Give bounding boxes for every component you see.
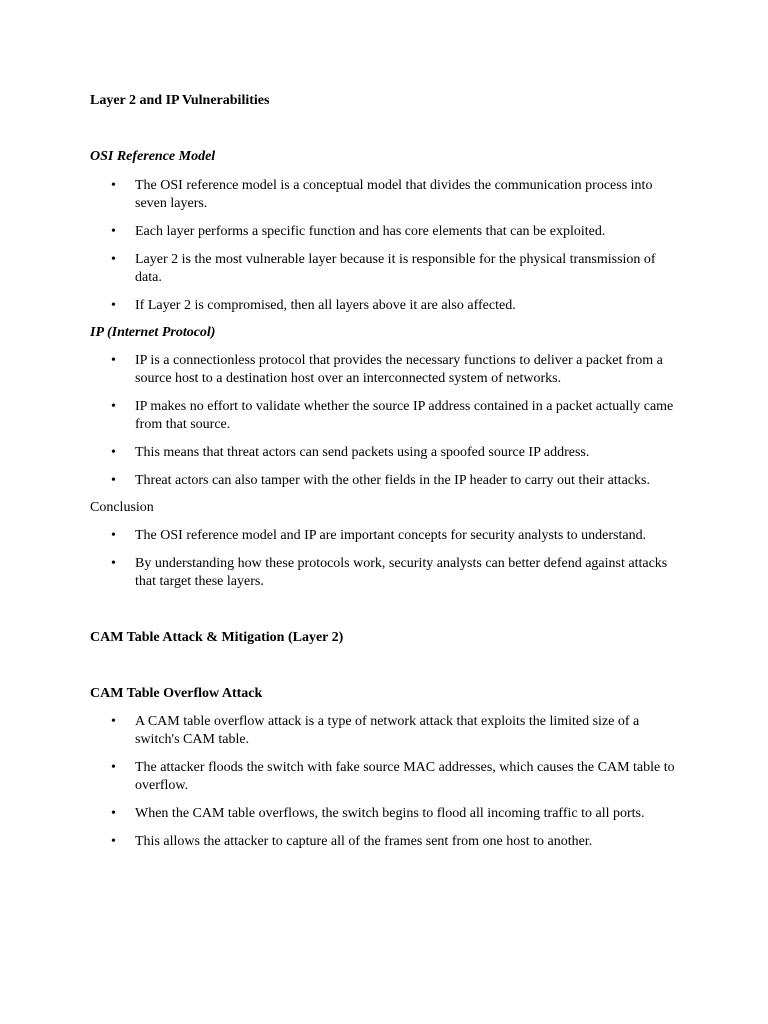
bullet-icon: •	[111, 528, 116, 543]
document-title: Layer 2 and IP Vulnerabilities	[90, 93, 270, 108]
list-item	[90, 223, 680, 241]
list-item	[90, 398, 680, 434]
conclusion-list	[90, 527, 680, 601]
list-item-text: IP makes no effort to validate whether the source IP address contained in a packet actually came from that source.	[135, 399, 674, 432]
cam-section-title: CAM Table Attack & Mitigation (Layer 2)	[90, 630, 344, 645]
list-item	[90, 352, 680, 388]
list-item-text: By understanding how these protocols work, security analysts can better defend against attacks that target these layers.	[135, 556, 668, 589]
list-item	[90, 527, 680, 545]
bullet-icon: •	[111, 353, 116, 368]
bullet-icon: •	[111, 224, 116, 239]
bullet-icon: •	[111, 714, 116, 729]
bullet-icon: •	[111, 445, 116, 460]
list-item	[90, 177, 680, 213]
bullet-icon: •	[111, 556, 116, 571]
list-item-text: This allows the attacker to capture all of the frames sent from one host to another.	[135, 834, 593, 849]
list-item	[90, 555, 680, 591]
bullet-icon: •	[111, 399, 116, 414]
list-item-text: This means that threat actors can send packets using a spoofed source IP address.	[135, 445, 590, 460]
list-item-text: If Layer 2 is compromised, then all layers above it are also affected.	[135, 298, 516, 313]
bullet-icon: •	[111, 834, 116, 849]
list-item	[90, 833, 680, 851]
list-item-text: Layer 2 is the most vulnerable layer because it is responsible for the physical transmission of data.	[135, 252, 656, 285]
osi-heading: OSI Reference Model	[90, 149, 216, 164]
list-item-text: A CAM table overflow attack is a type of network attack that exploits the limited size of a switch's CAM table.	[135, 714, 640, 747]
bullet-icon: •	[111, 473, 116, 488]
conclusion-heading: Conclusion	[90, 500, 154, 515]
list-item	[90, 444, 680, 462]
bullet-icon: •	[111, 252, 116, 267]
list-item-text: The OSI reference model is a conceptual model that divides the communication process into seven layers.	[135, 178, 653, 211]
list-item	[90, 759, 680, 795]
list-item	[90, 713, 680, 749]
bullet-icon: •	[111, 806, 116, 821]
bullet-icon: •	[111, 298, 116, 313]
list-item	[90, 472, 680, 490]
bullet-icon: •	[111, 178, 116, 193]
list-item	[90, 297, 680, 315]
list-item	[90, 805, 680, 823]
osi-list	[90, 177, 680, 325]
bullet-icon: •	[111, 760, 116, 775]
list-item-text: When the CAM table overflows, the switch begins to flood all incoming traffic to all ports.	[135, 806, 645, 821]
cam-overflow-list	[90, 713, 680, 861]
list-item-text: Threat actors can also tamper with the other fields in the IP header to carry out their attacks.	[135, 473, 650, 488]
list-item-text: The attacker floods the switch with fake source MAC addresses, which causes the CAM table to overflow.	[135, 760, 675, 793]
ip-list	[90, 352, 680, 500]
cam-overflow-heading: CAM Table Overflow Attack	[90, 686, 263, 701]
list-item	[90, 251, 680, 287]
list-item-text: IP is a connectionless protocol that provides the necessary functions to deliver a packet from a source host to a destination host over an interconnected system of networks.	[135, 353, 663, 386]
list-item-text: The OSI reference model and IP are important concepts for security analysts to understand.	[135, 528, 647, 543]
ip-heading: IP (Internet Protocol)	[90, 325, 216, 340]
list-item-text: Each layer performs a specific function and has core elements that can be exploited.	[135, 224, 606, 239]
